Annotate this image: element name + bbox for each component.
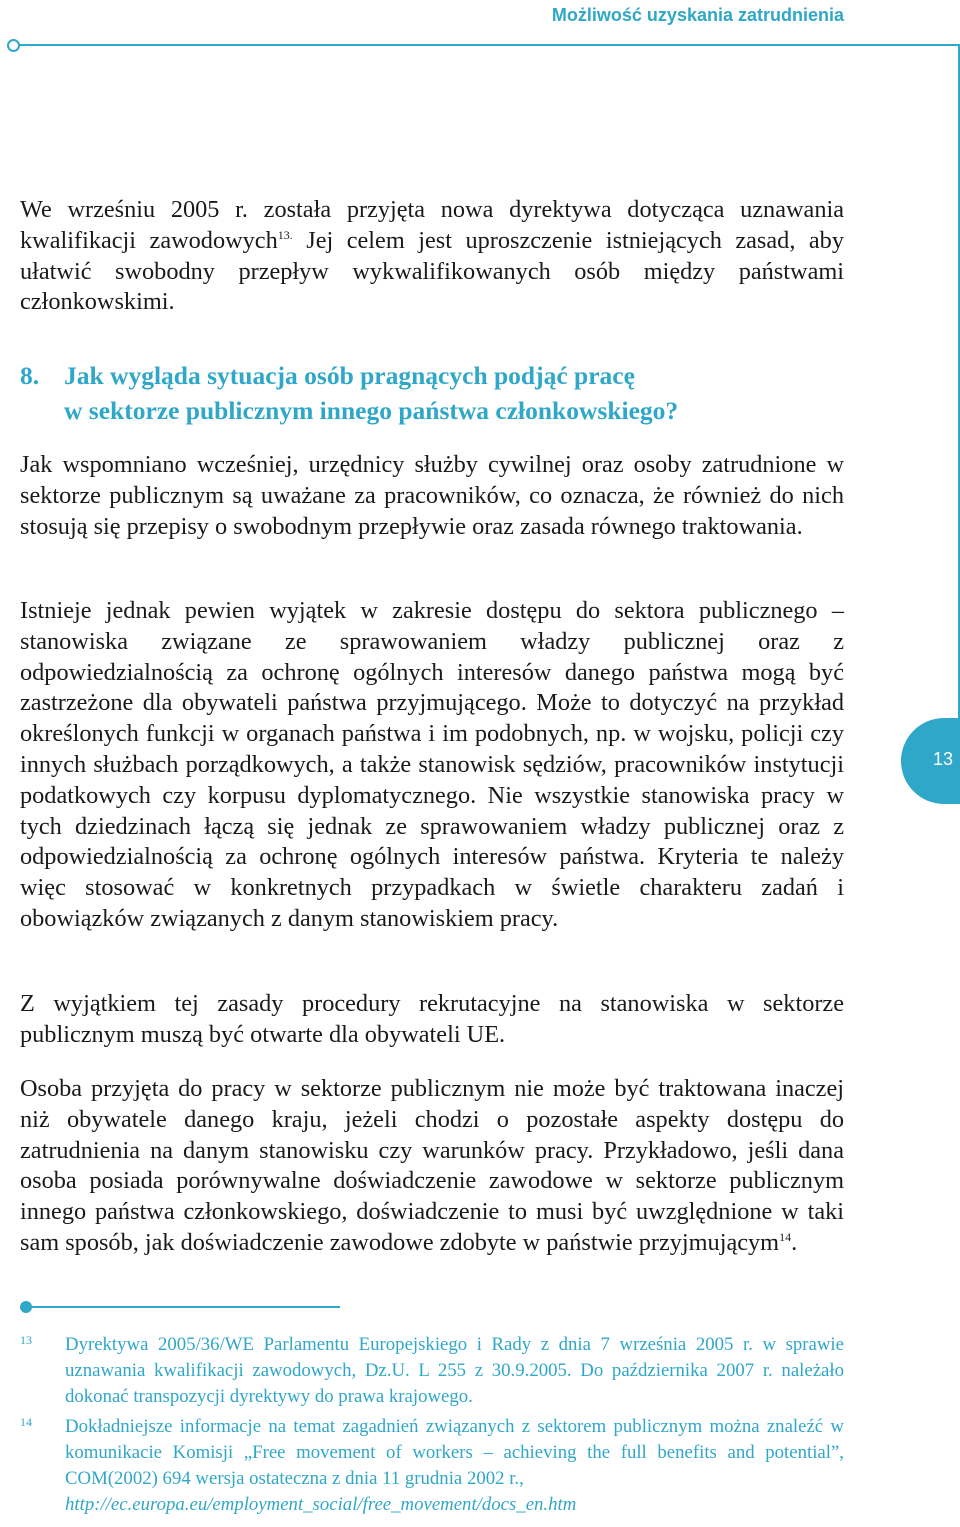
paragraph-exception: Istnieje jednak pewien wyjątek w zakresie dostępu do sektora publicznego – stanowiska związane ze sprawowaniem władzy publicznej oraz z odpowiedzialnością za ochronę ogólnych interesów danego państwa mogą być zastrzeżone dla obywateli państwa przyjmującego. Może to dotyczyć na przykład określonych funkcji w organach państwa i im podobnych, np. w wojsku, policji czy innych służbach porządkowych, a także stanowisk sędziów, pracowników instytucji podatkowych czy korpusu dyplomatycznego. Nie wszystkie stanowiska pracy w tych dziedzinach łączą się jednak ze sprawowaniem władzy publicznej oraz z odpowiedzialnością za ochronę ogólnych interesów państwa. Kryteria te należy więc stosować w konkretnych przypadkach w świetle charakteru zadań i obowiązków związanych z danym stanowiskiem pracy. — [20, 597, 844, 932]
paragraph-text: Jej celem jest uproszczenie istniejących zasad, aby ułatwić swobodny przepływ wykwalifikowanych osób między państwami członkowskimi. — [20, 226, 844, 316]
heading-number: 8. — [20, 361, 40, 390]
section-heading — [20, 358, 844, 428]
paragraph-equal-treatment — [20, 1074, 844, 1259]
page-number: 13 — [932, 749, 954, 769]
footnote-ref-13[interactable]: 13. — [277, 227, 293, 242]
heading-line-2: w sektorze publicznym innego państwa członkowskiego? — [64, 396, 679, 425]
paragraph-recruitment: Z wyjątkiem tej zasady procedury rekrutacyjne na stanowiska w sektorze publicznym muszą być otwarte dla obywateli UE. — [20, 990, 844, 1048]
paragraph-civil-servants: Jak wspomniano wcześniej, urzędnicy służby cywilnej oraz osoby zatrudnione w sektorze publicznym są uważane za pracowników, co oznacza, że również do nich stosują się przepisy o swobodnym przepływie oraz zasada równego traktowania. — [20, 451, 844, 540]
footnote-link[interactable]: http://ec.europa.eu/employment_social/free_movement/docs_en.htm — [65, 1494, 577, 1515]
paragraph-directive — [20, 195, 844, 318]
footnote-mark-13: 13 — [20, 1333, 32, 1347]
heading-line-1: Jak wygląda sytuacja osób pragnących podjąć pracę — [64, 361, 635, 390]
footnote-mark-14: 14 — [20, 1415, 32, 1429]
footnote-rule — [26, 1306, 340, 1308]
running-title: Możliwość uzyskania zatrudnienia — [551, 5, 844, 25]
paragraph-text: We wrześniu 2005 r. została przyjęta nowa dyrektywa dotycząca uznawania kwalifikacji zawodowych — [20, 196, 844, 254]
paragraph-text: . — [791, 1228, 798, 1256]
paragraph-text: Osoba przyjęta do pracy w sektorze publicznym nie może być traktowana inaczej niż obywatele danego kraju, jeżeli chodzi o pozostałe aspekty dostępu do zatrudnienia na danym stanowisku czy warunków pracy. Przykładowo, jeśli dana osoba posiada porównywalne doświadczenie zawodowe w sektorze publicznym innego państwa członkowskiego, doświadczenie to musi być uwzględnione w taki sam sposób, jak doświadczenie zawodowe zdobyte w państwie przyjmującym — [20, 1075, 844, 1256]
footnote-13: Dyrektywa 2005/36/WE Parlamentu Europejskiego i Rady z dnia 7 września 2005 r. w sprawie uznawania kwalifikacji zawodowych, Dz.U. L 255 z 30.9.2005. Do października 2007 r. należało dokonać transpozycji dyrektywy do prawa krajowego. — [65, 1334, 844, 1407]
footnote-14 — [65, 1414, 844, 1518]
footnote-14-text: Dokładniejsze informacje na temat zagadnień związanych z sektorem publicznym można znaleźć w komunikacie Komisji „Free movement of workers – achieving the full benefits and potential”, COM(2002) 694 wersja ostateczna z dnia 11 grudnia 2002 r., — [65, 1416, 844, 1489]
top-rule — [18, 44, 960, 46]
footnote-ref-14[interactable]: 14 — [779, 1229, 792, 1244]
